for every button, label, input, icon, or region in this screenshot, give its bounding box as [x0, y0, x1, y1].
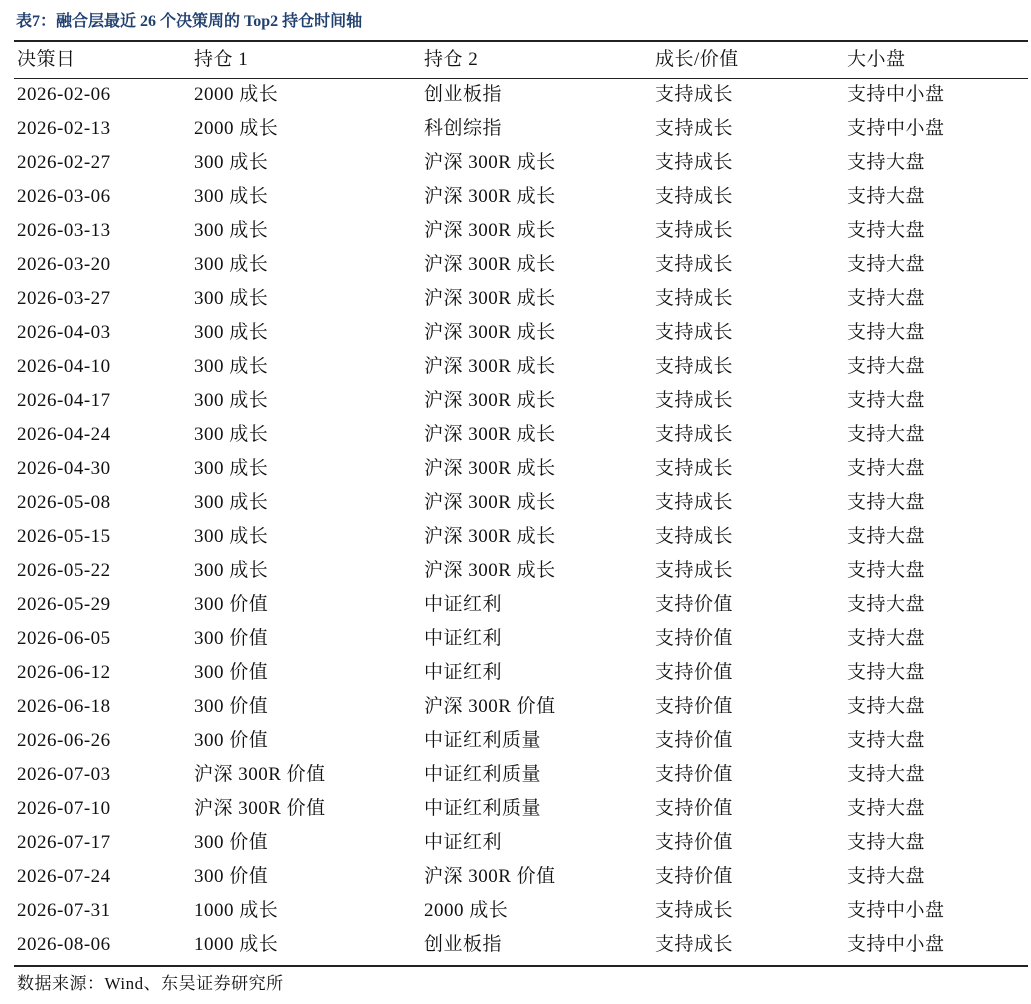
table-row	[0, 180, 1031, 214]
decision-date-cell: 2026-04-10	[17, 356, 111, 377]
table-row	[0, 656, 1031, 690]
growth-value-cell: 支持成长	[655, 492, 734, 513]
cap-size-cell: 支持大盘	[847, 424, 926, 445]
decision-date-cell: 2026-04-03	[17, 322, 111, 343]
cap-size-cell: 支持大盘	[847, 764, 926, 785]
table-row	[0, 486, 1031, 520]
holding-2-cell: 沪深 300R 成长	[424, 220, 556, 241]
cap-size-cell: 支持大盘	[847, 798, 926, 819]
holding-1-cell: 300 成长	[194, 526, 269, 547]
cap-size-cell: 支持中小盘	[847, 900, 945, 921]
growth-value-cell: 支持价值	[655, 866, 734, 887]
holding-1-cell: 1000 成长	[194, 900, 279, 921]
table-header-row	[0, 42, 1031, 78]
holding-1-cell: 300 成长	[194, 186, 269, 207]
cap-size-cell: 支持中小盘	[847, 118, 945, 139]
cap-size-cell: 支持大盘	[847, 866, 926, 887]
cap-size-cell: 支持大盘	[847, 526, 926, 547]
holding-2-cell: 沪深 300R 成长	[424, 322, 556, 343]
table-row	[0, 928, 1031, 962]
holding-1-cell: 300 价值	[194, 662, 269, 683]
table-row	[0, 622, 1031, 656]
decision-date-cell: 2026-07-24	[17, 866, 111, 887]
cap-size-cell: 支持大盘	[847, 662, 926, 683]
holding-1-cell: 300 价值	[194, 594, 269, 615]
holding-2-cell: 中证红利质量	[424, 798, 542, 819]
decision-date-cell: 2026-07-31	[17, 900, 111, 921]
holding-1-cell: 300 成长	[194, 424, 269, 445]
holding-2-cell: 中证红利	[424, 594, 503, 615]
holding-2-cell: 科创综指	[424, 118, 503, 139]
holding-2-cell: 中证红利质量	[424, 730, 542, 751]
holding-2-cell: 创业板指	[424, 934, 503, 955]
decision-date-cell: 2026-03-27	[17, 288, 111, 309]
cap-size-cell: 支持大盘	[847, 458, 926, 479]
decision-date-cell: 2026-07-17	[17, 832, 111, 853]
holding-1-cell: 沪深 300R 价值	[194, 798, 326, 819]
growth-value-cell: 支持价值	[655, 628, 734, 649]
table-row	[0, 588, 1031, 622]
growth-value-cell: 支持成长	[655, 356, 734, 377]
table-row	[0, 248, 1031, 282]
holding-2-cell: 2000 成长	[424, 900, 509, 921]
table-row	[0, 792, 1031, 826]
decision-date-cell: 2026-07-10	[17, 798, 111, 819]
holding-1-cell: 300 成长	[194, 254, 269, 275]
table-row	[0, 316, 1031, 350]
growth-value-cell: 支持价值	[655, 696, 734, 717]
decision-date-cell: 2026-03-06	[17, 186, 111, 207]
source-note: 数据来源：Wind、东吴证券研究所	[17, 974, 284, 993]
holding-1-cell: 1000 成长	[194, 934, 279, 955]
growth-value-cell: 支持价值	[655, 594, 734, 615]
cap-size-cell: 支持大盘	[847, 220, 926, 241]
cap-size-cell: 支持中小盘	[847, 84, 945, 105]
table-row	[0, 78, 1031, 112]
holding-2-cell: 中证红利质量	[424, 764, 542, 785]
cap-size-cell: 支持大盘	[847, 356, 926, 377]
holding-1-cell: 300 价值	[194, 628, 269, 649]
decision-date-cell: 2026-03-20	[17, 254, 111, 275]
holding-2-cell: 沪深 300R 成长	[424, 560, 556, 581]
cap-size-cell: 支持大盘	[847, 628, 926, 649]
holding-2-cell: 中证红利	[424, 832, 503, 853]
growth-value-cell: 支持成长	[655, 934, 734, 955]
column-header-growth-value: 成长/价值	[655, 49, 739, 70]
decision-date-cell: 2026-06-05	[17, 628, 111, 649]
table-row	[0, 384, 1031, 418]
decision-date-cell: 2026-02-06	[17, 84, 111, 105]
growth-value-cell: 支持成长	[655, 152, 734, 173]
holding-2-cell: 沪深 300R 成长	[424, 288, 556, 309]
decision-date-cell: 2026-06-12	[17, 662, 111, 683]
table-row	[0, 112, 1031, 146]
growth-value-cell: 支持成长	[655, 186, 734, 207]
holding-1-cell: 300 成长	[194, 288, 269, 309]
holding-1-cell: 300 成长	[194, 220, 269, 241]
cap-size-cell: 支持大盘	[847, 696, 926, 717]
table-row	[0, 350, 1031, 384]
holding-2-cell: 沪深 300R 成长	[424, 526, 556, 547]
holding-2-cell: 沪深 300R 价值	[424, 866, 556, 887]
growth-value-cell: 支持价值	[655, 764, 734, 785]
table-row	[0, 214, 1031, 248]
table-row	[0, 724, 1031, 758]
table-row	[0, 282, 1031, 316]
decision-date-cell: 2026-05-29	[17, 594, 111, 615]
holding-1-cell: 300 价值	[194, 832, 269, 853]
growth-value-cell: 支持成长	[655, 458, 734, 479]
decision-date-cell: 2026-04-30	[17, 458, 111, 479]
growth-value-cell: 支持成长	[655, 254, 734, 275]
holding-1-cell: 300 成长	[194, 390, 269, 411]
cap-size-cell: 支持大盘	[847, 152, 926, 173]
decision-date-cell: 2026-02-27	[17, 152, 111, 173]
holding-2-cell: 沪深 300R 成长	[424, 356, 556, 377]
bottom-rule	[14, 965, 1028, 967]
holding-1-cell: 300 成长	[194, 560, 269, 581]
cap-size-cell: 支持大盘	[847, 254, 926, 275]
cap-size-cell: 支持大盘	[847, 390, 926, 411]
holding-1-cell: 300 成长	[194, 322, 269, 343]
holding-2-cell: 中证红利	[424, 628, 503, 649]
growth-value-cell: 支持成长	[655, 560, 734, 581]
table-row	[0, 520, 1031, 554]
table-row	[0, 860, 1031, 894]
holding-1-cell: 沪深 300R 价值	[194, 764, 326, 785]
growth-value-cell: 支持成长	[655, 390, 734, 411]
holding-2-cell: 沪深 300R 价值	[424, 696, 556, 717]
decision-date-cell: 2026-05-08	[17, 492, 111, 513]
cap-size-cell: 支持大盘	[847, 492, 926, 513]
cap-size-cell: 支持大盘	[847, 730, 926, 751]
holding-1-cell: 300 成长	[194, 458, 269, 479]
holding-2-cell: 沪深 300R 成长	[424, 492, 556, 513]
holding-1-cell: 300 价值	[194, 730, 269, 751]
holding-1-cell: 2000 成长	[194, 84, 279, 105]
holding-1-cell: 300 价值	[194, 866, 269, 887]
growth-value-cell: 支持成长	[655, 118, 734, 139]
table-row	[0, 452, 1031, 486]
holding-1-cell: 300 成长	[194, 152, 269, 173]
growth-value-cell: 支持成长	[655, 322, 734, 343]
holding-2-cell: 沪深 300R 成长	[424, 186, 556, 207]
holding-1-cell: 300 价值	[194, 696, 269, 717]
table-row	[0, 758, 1031, 792]
column-header-holding-1: 持仓 1	[194, 49, 249, 70]
cap-size-cell: 支持中小盘	[847, 934, 945, 955]
column-header-decision-date: 决策日	[17, 49, 76, 70]
cap-size-cell: 支持大盘	[847, 322, 926, 343]
growth-value-cell: 支持成长	[655, 288, 734, 309]
holding-1-cell: 2000 成长	[194, 118, 279, 139]
table-title: 表7：融合层最近 26 个决策周的 Top2 持仓时间轴	[16, 13, 363, 30]
table-row	[0, 894, 1031, 928]
cap-size-cell: 支持大盘	[847, 288, 926, 309]
holding-2-cell: 创业板指	[424, 84, 503, 105]
holding-1-cell: 300 成长	[194, 492, 269, 513]
growth-value-cell: 支持成长	[655, 900, 734, 921]
decision-date-cell: 2026-05-22	[17, 560, 111, 581]
growth-value-cell: 支持价值	[655, 832, 734, 853]
decision-date-cell: 2026-05-15	[17, 526, 111, 547]
growth-value-cell: 支持成长	[655, 84, 734, 105]
growth-value-cell: 支持价值	[655, 662, 734, 683]
holding-1-cell: 300 成长	[194, 356, 269, 377]
decision-date-cell: 2026-07-03	[17, 764, 111, 785]
table-row	[0, 418, 1031, 452]
decision-date-cell: 2026-08-06	[17, 934, 111, 955]
holding-2-cell: 沪深 300R 成长	[424, 458, 556, 479]
holding-2-cell: 沪深 300R 成长	[424, 254, 556, 275]
decision-date-cell: 2026-06-26	[17, 730, 111, 751]
holding-2-cell: 沪深 300R 成长	[424, 424, 556, 445]
cap-size-cell: 支持大盘	[847, 594, 926, 615]
cap-size-cell: 支持大盘	[847, 186, 926, 207]
column-header-holding-2: 持仓 2	[424, 49, 479, 70]
decision-date-cell: 2026-02-13	[17, 118, 111, 139]
column-header-cap-size: 大小盘	[847, 49, 906, 70]
growth-value-cell: 支持成长	[655, 220, 734, 241]
cap-size-cell: 支持大盘	[847, 832, 926, 853]
decision-date-cell: 2026-04-17	[17, 390, 111, 411]
table-body	[0, 78, 1031, 962]
growth-value-cell: 支持价值	[655, 730, 734, 751]
growth-value-cell: 支持成长	[655, 424, 734, 445]
decision-date-cell: 2026-03-13	[17, 220, 111, 241]
holdings-table	[0, 42, 1031, 962]
holding-2-cell: 中证红利	[424, 662, 503, 683]
holding-2-cell: 沪深 300R 成长	[424, 390, 556, 411]
decision-date-cell: 2026-04-24	[17, 424, 111, 445]
table-row	[0, 826, 1031, 860]
holding-2-cell: 沪深 300R 成长	[424, 152, 556, 173]
table-row	[0, 146, 1031, 180]
cap-size-cell: 支持大盘	[847, 560, 926, 581]
table-row	[0, 554, 1031, 588]
decision-date-cell: 2026-06-18	[17, 696, 111, 717]
growth-value-cell: 支持成长	[655, 526, 734, 547]
growth-value-cell: 支持价值	[655, 798, 734, 819]
table-row	[0, 690, 1031, 724]
